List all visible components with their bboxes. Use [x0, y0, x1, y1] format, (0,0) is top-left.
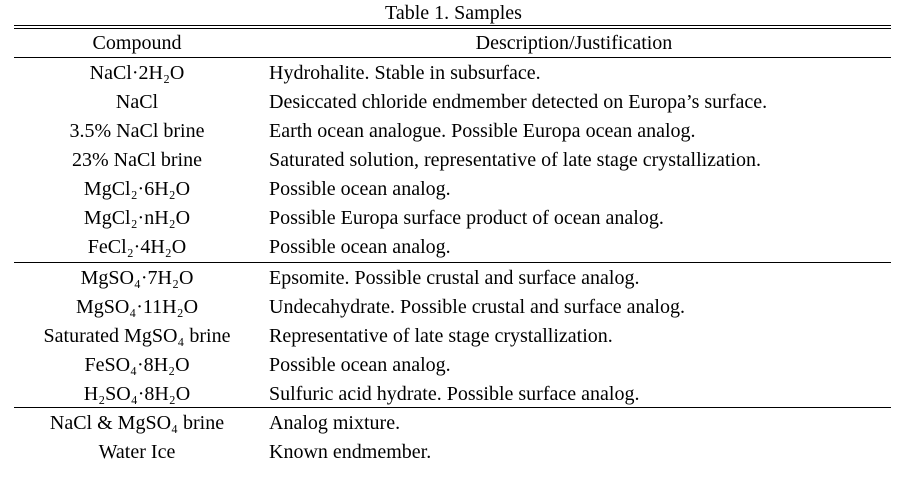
table-row [14, 175, 891, 204]
group-separator-rule [14, 407, 891, 408]
table-row [14, 264, 891, 293]
description-cell: Possible ocean analog. [269, 236, 451, 258]
description-cell: Desiccated chloride endmember detected on Europa’s surface. [269, 91, 768, 113]
description-cell: Analog mixture. [269, 412, 401, 434]
header-compound: Compound [92, 32, 182, 54]
compound-cell: MgSO₄·11H₂O [75, 296, 199, 318]
description-cell: Epsomite. Possible crustal and surface analog. [269, 267, 640, 289]
description-cell: Sulfuric acid hydrate. Possible surface analog. [269, 383, 640, 405]
description-cell: Possible ocean analog. [269, 178, 451, 200]
table-header [14, 30, 891, 57]
table-title: Table 1. Samples [385, 2, 522, 24]
description-cell: Known endmember. [269, 441, 432, 463]
table-row [14, 233, 891, 262]
table-row [14, 204, 891, 233]
description-cell: Earth ocean analogue. Possible Europa ocean analog. [269, 120, 696, 142]
table-row [14, 59, 891, 88]
table-group-sulfates [14, 264, 891, 409]
table-row [14, 351, 891, 380]
compound-cell: NaCl·2H₂O [89, 62, 185, 84]
table-group-chlorides [14, 59, 891, 262]
table-row [14, 380, 891, 409]
top-rule [14, 25, 891, 26]
compound-cell: MgCl₂·6H₂O [83, 178, 191, 200]
description-cell: Possible Europa surface product of ocean analog. [269, 207, 664, 229]
compound-cell: MgCl₂·nH₂O [83, 207, 191, 229]
description-cell: Possible ocean analog. [269, 354, 451, 376]
description-cell: Saturated solution, representative of late stage crystallization. [269, 149, 762, 171]
compound-cell: 3.5% NaCl brine [69, 120, 205, 142]
compound-cell: Water Ice [98, 441, 176, 463]
compound-cell: MgSO₄·7H₂O [80, 267, 194, 289]
compound-cell: H₂SO₄·8H₂O [83, 383, 191, 405]
table-row [14, 322, 891, 351]
description-cell: Undecahydrate. Possible crustal and surface analog. [269, 296, 685, 318]
table-group-mixtures [14, 409, 891, 467]
header-description: Description/Justification [475, 32, 673, 54]
compound-cell: FeCl₂·4H₂O [87, 236, 187, 258]
table-row [14, 438, 891, 467]
compound-cell: FeSO₄·8H₂O [84, 354, 190, 376]
header-rule [14, 57, 891, 58]
table-row [14, 293, 891, 322]
compound-cell: NaCl [115, 91, 159, 113]
description-cell: Hydrohalite. Stable in subsurface. [269, 62, 541, 84]
table-row [14, 409, 891, 438]
table-row [14, 88, 891, 117]
compound-cell: NaCl & MgSO₄ brine [49, 412, 225, 434]
compound-cell: Saturated MgSO₄ brine [43, 325, 231, 347]
description-cell: Representative of late stage crystallization. [269, 325, 613, 347]
table-row [14, 146, 891, 175]
compound-cell: 23% NaCl brine [72, 149, 202, 171]
group-separator-rule [14, 262, 891, 263]
top-rule-inner [14, 28, 891, 29]
table-row [14, 117, 891, 146]
